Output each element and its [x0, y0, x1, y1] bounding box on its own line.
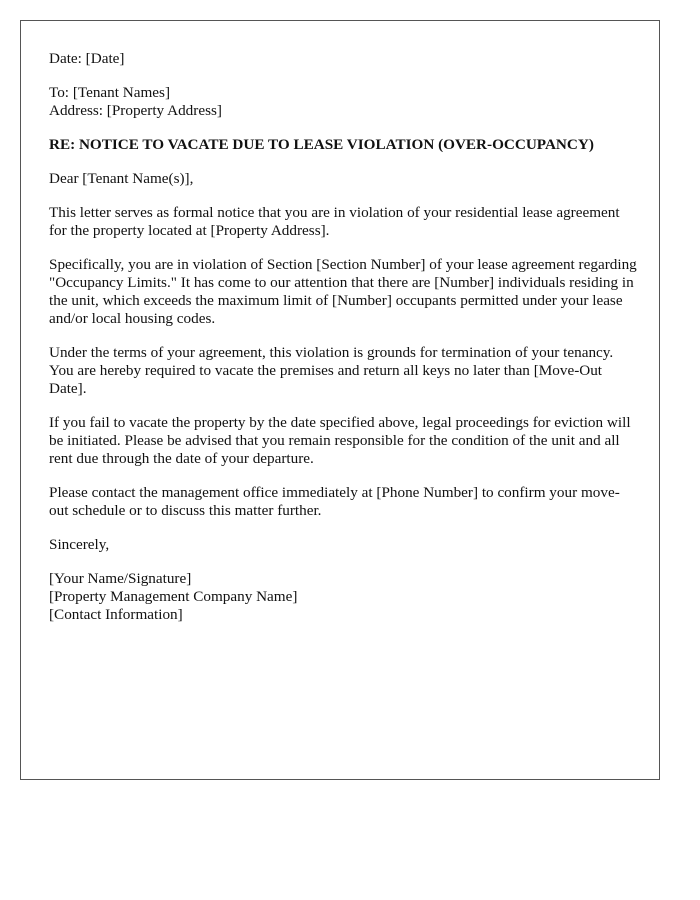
paragraph-violation-details: Specifically, you are in violation of Section [Section Number] of your lease agreement regarding "Occupancy Limits." It has come to our attention that there are [Number] individuals residing in the unit, which exceeds the maximum limit of [Number] occupants permitted under your lease and/or local housing codes. [49, 256, 637, 327]
paragraph-contact-request: Please contact the management office immediately at [Phone Number] to confirm your move-out schedule or to discuss this matter further. [49, 484, 620, 519]
signature-block [49, 570, 639, 624]
letter-body [49, 50, 639, 640]
subject-heading: RE: NOTICE TO VACATE DUE TO LEASE VIOLATION (OVER-OCCUPANCY) [49, 136, 594, 153]
paragraph-termination: Under the terms of your agreement, this violation is grounds for termination of your tenancy. You are hereby required to vacate the premises and return all keys no later than [Move-Out Date]. [49, 344, 614, 397]
date-line: Date: [Date] [49, 50, 125, 67]
recipient-block [49, 84, 639, 120]
salutation: Dear [Tenant Name(s)], [49, 170, 194, 187]
recipient-names: To: [Tenant Names] [49, 84, 171, 101]
signature-company: [Property Management Company Name] [49, 588, 298, 605]
signature-name: [Your Name/Signature] [49, 570, 192, 587]
letter-page [20, 20, 660, 780]
paragraph-legal-proceedings: If you fail to vacate the property by the date specified above, legal proceedings for eviction will be initiated. Please be advised that you remain responsible for the condition of the unit and all rent due through the date of your departure. [49, 414, 631, 467]
recipient-address: Address: [Property Address] [49, 102, 222, 119]
signature-contact: [Contact Information] [49, 606, 183, 623]
closing: Sincerely, [49, 536, 110, 553]
paragraph-formal-notice: This letter serves as formal notice that you are in violation of your residential lease agreement for the property located at [Property Address]. [49, 204, 620, 239]
